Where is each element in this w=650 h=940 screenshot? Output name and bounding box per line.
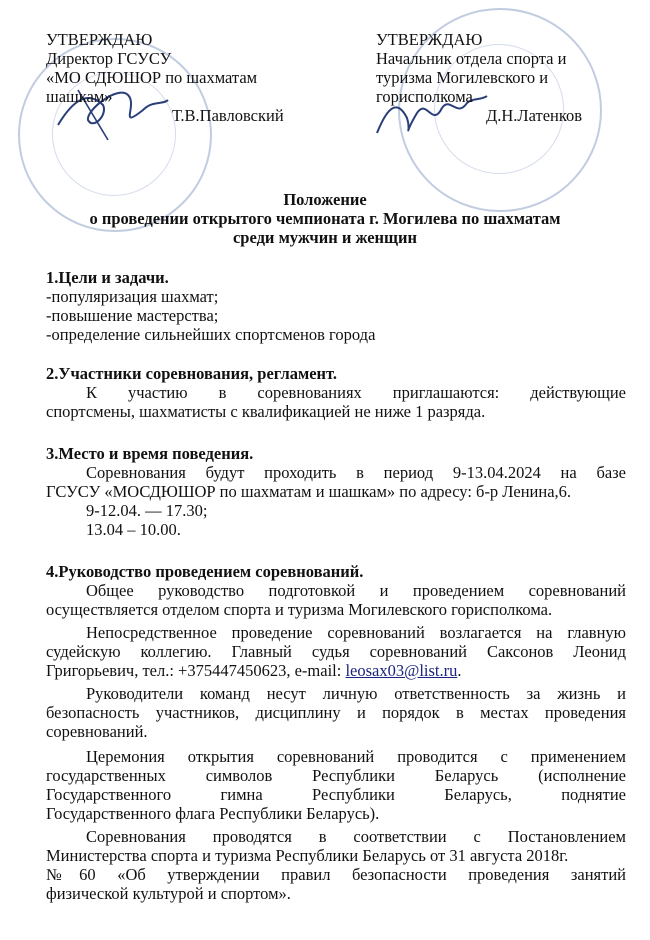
- section3-text: ГСУСУ «МОСДЮШОР по шахматам и шашкам» по адресу: б-р Ленина,6.: [46, 482, 572, 501]
- section1-item: -повышение мастерства;: [46, 306, 219, 325]
- section4-contact-line: [46, 661, 461, 680]
- section4-text: Непосредственное проведение соревнований возлагается на главную: [86, 623, 626, 642]
- approval-right-label: УТВЕРЖДАЮ: [376, 30, 483, 49]
- contact-suffix: .: [457, 661, 462, 680]
- section1-heading: 1.Цели и задачи.: [46, 268, 169, 287]
- section4-text: №60 «Об утверждении правил безопасности проведения занятий: [46, 865, 626, 884]
- section3-text: Соревнования будут проходить в период 9-13.04.2024 на базе: [86, 463, 626, 482]
- section4-heading: 4.Руководство проведением соревнований.: [46, 562, 364, 581]
- section4-text: Государственного флага Республики Беларусь).: [46, 804, 380, 823]
- section4-text: осуществляется отделом спорта и туризма Могилевского горисполкома.: [46, 600, 553, 619]
- approval-left-line2: «МО СДЮШОР по шахматам: [46, 68, 258, 87]
- email-link[interactable]: leosax03@list.ru: [345, 661, 458, 680]
- section4-text: Государственного гимна Республики Беларусь, поднятие: [46, 785, 626, 804]
- doc-subtitle-1: о проведении открытого чемпионата г. Могилева по шахматам: [89, 209, 561, 228]
- section2-text: К участию в соревнованиях приглашаются: действующие: [86, 383, 626, 402]
- approval-left-label: УТВЕРЖДАЮ: [46, 30, 153, 49]
- section4-text: физической культурой и спортом».: [46, 884, 291, 903]
- section4-text: соревнований.: [46, 722, 148, 741]
- approval-left-line3: шашкам»: [46, 87, 113, 106]
- approval-left-line1: Директор ГСУСУ: [46, 49, 172, 68]
- approval-right-signer: Д.Н.Латенков: [486, 106, 583, 125]
- section4-text: Руководители команд несут личную ответственность за жизнь и: [86, 684, 626, 703]
- approval-right-line3: горисполкома: [376, 87, 473, 106]
- section4-text: Соревнования проводятся в соответствии с Постановлением: [86, 827, 626, 846]
- approval-right-line2: туризма Могилевского и: [376, 68, 549, 87]
- doc-subtitle-2: среди мужчин и женщин: [232, 228, 417, 247]
- section2-text: спортсмены, шахматисты с квалификацией не ниже 1 разряда.: [46, 402, 486, 421]
- section1-item: -популяризация шахмат;: [46, 287, 219, 306]
- section3-time: 9-12.04. — 17.30;: [86, 501, 208, 520]
- section1-item: -определение сильнейших спортсменов города: [46, 325, 376, 344]
- section2-heading: 2.Участники соревнования, регламент.: [46, 364, 338, 383]
- section4-text: Общее руководство подготовкой и проведением соревнований: [86, 581, 626, 600]
- section4-text: Министерства спорта и туризма Республики Беларусь от 31 августа 2018г.: [46, 846, 569, 865]
- section3-heading: 3.Место и время поведения.: [46, 444, 254, 463]
- section4-text: безопасность участников, дисциплину и порядок в местах проведения: [46, 703, 626, 722]
- section4-text: судейскую коллегию. Главный судья соревнований Саксонов Леонид: [46, 642, 626, 661]
- section3-time: 13.04 – 10.00.: [86, 520, 181, 539]
- contact-prefix: Григорьевич, тел.: +375447450623, e-mail:: [46, 661, 346, 680]
- doc-title: Положение: [283, 190, 367, 209]
- section4-text: Церемония открытия соревнований проводится с применением: [86, 747, 626, 766]
- section4-text: государственных символов Республики Беларусь (исполнение: [46, 766, 626, 785]
- approval-right-line1: Начальник отдела спорта и: [376, 49, 567, 68]
- approval-left-signer: Т.В.Павловский: [172, 106, 284, 125]
